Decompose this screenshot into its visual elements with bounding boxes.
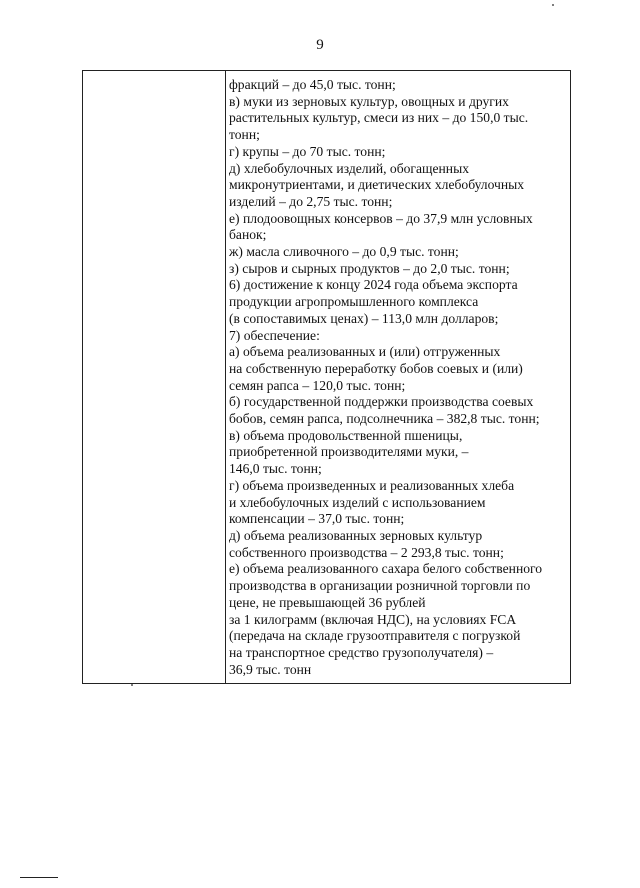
table-text-line: е) объема реализованного сахара белого собственного — [229, 561, 543, 577]
table-text-line: банок; — [229, 227, 267, 243]
table-text-line: г) объема произведенных и реализованных хлеба — [229, 477, 515, 493]
table-text-line: 7) обеспечение: — [229, 327, 320, 343]
table-text-line: 6) достижение к концу 2024 года объема экспорта — [229, 277, 518, 293]
table-text-line: б) государственной поддержки производства соевых — [229, 394, 534, 410]
table-text-line: з) сыров и сырных продуктов – до 2,0 тыс. тонн; — [229, 260, 510, 276]
table-text-line: собственного производства – 2 293,8 тыс. тонн; — [229, 544, 504, 560]
table-text-line: производства в организации розничной торговли по — [229, 578, 531, 594]
page-number: 9 — [316, 37, 324, 53]
table-text-line: на транспортное средство грузополучателя) – — [229, 644, 494, 660]
table-text-line: и хлебобулочных изделий с использованием — [229, 494, 486, 510]
table-text-line: фракций – до 45,0 тыс. тонн; — [229, 77, 396, 92]
table-text-line: цене, не превышающей 36 рублей — [229, 594, 426, 610]
table-text-line: семян рапса – 120,0 тыс. тонн; — [229, 377, 406, 393]
scan-speck — [131, 684, 133, 686]
table-text-line: д) хлебобулочных изделий, обогащенных — [229, 160, 470, 176]
table-text-line: в) муки из зерновых культур, овощных и других — [229, 93, 509, 109]
table-text-line: изделий – до 2,75 тыс. тонн; — [229, 193, 393, 209]
table-text-line: е) плодоовощных консервов – до 37,9 млн условных — [229, 210, 533, 226]
table-text-line: 146,0 тыс. тонн; — [229, 461, 322, 477]
table-text-line: (в сопоставимых ценах) – 113,0 млн долларов; — [229, 310, 499, 326]
table-text-line: микронутриентами, и диетических хлебобулочных — [229, 177, 525, 193]
table-column-divider — [225, 71, 226, 683]
table-text-line: тонн; — [229, 127, 260, 143]
table-text-line: 36,9 тыс. тонн — [229, 661, 312, 677]
table-text-line: на собственную переработку бобов соевых и (или) — [229, 360, 523, 376]
table-text-line: компенсации – 37,0 тыс. тонн; — [229, 511, 405, 527]
table-text-line: (передача на складе грузоотправителя с погрузкой — [229, 628, 521, 644]
table-right-cell — [229, 77, 569, 678]
document-table — [82, 70, 571, 684]
table-text-line: д) объема реализованных зерновых культур — [229, 527, 483, 543]
table-text-line: бобов, семян рапса, подсолнечника – 382,8 тыс. тонн; — [229, 411, 540, 427]
table-text-line: а) объема реализованных и (или) отгруженных — [229, 344, 501, 360]
table-text-line: приобретенной производителями муки, – — [229, 444, 469, 460]
table-text-line: в) объема продовольственной пшеницы, — [229, 427, 463, 443]
table-text-line: за 1 килограмм (включая НДС), на условиях FCA — [229, 611, 517, 627]
footer-rule — [20, 877, 58, 878]
table-text-line: растительных культур, смеси из них – до 150,0 тыс. — [229, 110, 529, 126]
table-text-line: ж) масла сливочного – до 0,9 тыс. тонн; — [229, 244, 459, 260]
scan-speck — [552, 4, 554, 6]
table-text-line: г) крупы – до 70 тыс. тонн; — [229, 143, 386, 159]
table-text-line: продукции агропромышленного комплекса — [229, 294, 479, 310]
